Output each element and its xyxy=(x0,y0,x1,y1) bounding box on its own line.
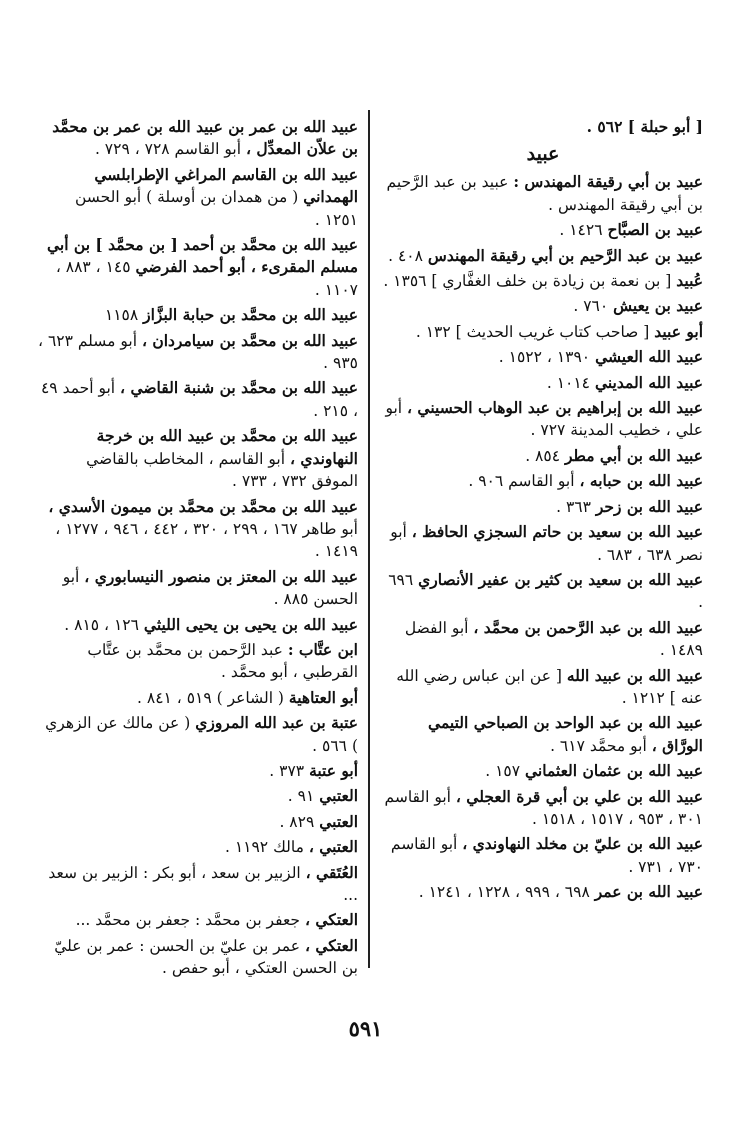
index-entry xyxy=(383,346,703,368)
index-entry xyxy=(383,760,703,782)
index-entry xyxy=(383,881,703,903)
entry-name: عبيد الله بن عليّ بن مخلد النهاوندي ، xyxy=(462,834,703,854)
entry-reference: عبد الرَّحمن بن محمَّد بن عتَّاب القرطبي ، أبو محمَّد . xyxy=(87,640,358,682)
entry-name: عبيد الله بن عبد الرَّحمن بن محمَّد ، xyxy=(473,617,703,637)
index-entry xyxy=(383,786,703,831)
index-entry xyxy=(38,304,358,326)
index-entry xyxy=(38,687,358,709)
entry-name: عبيد الله بن عبيد الله xyxy=(566,665,703,685)
entry-name: عبيد الله بن حبابه ، xyxy=(579,471,703,491)
entry-name: العُتَقي ، xyxy=(305,862,358,882)
index-entry xyxy=(38,496,358,563)
entry-reference: أبو القاسم ٩٠٦ . xyxy=(468,472,580,491)
entry-reference: عبيد بن عبد الرَّحيم بن أبي رقيقة المهندس . xyxy=(386,173,703,214)
entry-reference: عمر بن عليّ بن الحسن : عمر بن عليّ بن الحسن العتكي ، أبو حفص . xyxy=(54,936,358,978)
entry-reference: ١١٥٨ xyxy=(104,306,144,325)
index-entry xyxy=(383,445,703,467)
entry-name: أبو عبيد xyxy=(654,321,703,341)
entry-name: عبيد الله بن المعتز بن منصور النيسابوري ، xyxy=(84,566,358,586)
entry-name: عتبة بن عبد الله المروزي xyxy=(195,713,358,733)
entry-name: أبو عتبة xyxy=(309,760,358,780)
entry-name: العتبي xyxy=(319,786,358,806)
index-entry xyxy=(383,245,703,267)
index-entry xyxy=(383,617,703,662)
entry-name: عبيد الله بن محمَّد بن عبيد الله بن خرجة النهاوندي ، xyxy=(96,426,358,468)
entry-reference: ٦٩٨ ، ٩٩٩ ، ١٢٢٨ ، ١٢٤١ . xyxy=(418,883,595,902)
entry-reference: أبو علي ، خطيب المدينة ٧٢٧ . xyxy=(385,399,703,440)
page-number: ٥٩١ xyxy=(348,1016,383,1041)
entry-name: عبيد بن أبي رقيقة المهندس : xyxy=(513,172,703,192)
entry-name: عبيد الله بن زحر xyxy=(595,496,703,516)
index-entry xyxy=(38,425,358,492)
entry-reference: ( الشاعر ) ٥١٩ ، ٨٤١ . xyxy=(137,688,289,707)
entry-name: عبيد الله بن عثمان العثماني xyxy=(524,761,703,781)
entry-reference: ٩١ . xyxy=(287,787,320,806)
index-entry xyxy=(38,234,358,301)
entry-name: عبيد الله بن أبي مطر xyxy=(564,445,703,465)
entry-list-left xyxy=(38,116,358,980)
entry-name: عبيد الله بن عمر xyxy=(594,882,703,902)
index-entry xyxy=(38,760,358,782)
index-entry xyxy=(38,330,358,375)
entry-name: عبيد الله بن محمَّد بن سيامردان ، xyxy=(141,330,358,350)
entry-reference: ٤٠٨ . xyxy=(388,246,428,265)
entry-name: العتبي ، xyxy=(308,837,358,857)
entry-list-right xyxy=(383,171,703,903)
entry-name: عبيد الله بن عمر بن عبيد الله بن عمر بن محمَّد بن علاّن المعدِّل ، xyxy=(52,117,358,159)
index-entry xyxy=(38,785,358,807)
entry-reference: ٨٥٤ . xyxy=(525,446,565,465)
index-entry xyxy=(38,935,358,980)
entry-name: ابن عتَّاب : xyxy=(287,639,358,659)
entry-name: عبيد الله بن محمَّد بن محمَّد بن ميمون الأسدي ، xyxy=(48,496,358,516)
entry-reference: الزبير بن سعد ، أبو بكر : الزبير بن سعد ... xyxy=(48,863,358,904)
index-entry xyxy=(383,295,703,317)
entry-name: عبيد الله بن إبراهيم بن عبد الوهاب الحسيني ، xyxy=(407,398,703,418)
index-entry xyxy=(383,521,703,566)
entry-name: أبو العتاهية xyxy=(288,687,358,707)
index-entry xyxy=(38,862,358,907)
index-entry xyxy=(38,712,358,757)
column-divider xyxy=(368,110,370,968)
entry-reference: ٨٢٩ . xyxy=(279,812,320,831)
entry-reference: أبو طاهر ١٦٧ ، ٢٩٩ ، ٣٢٠ ، ٤٤٢ ، ٩٤٦ ، ١٢٧٧ ، ١٤١٩ . xyxy=(55,519,358,561)
entry-reference: ٦٩٦ . xyxy=(388,570,703,612)
index-entry xyxy=(38,909,358,931)
index-entry xyxy=(383,397,703,442)
entry-reference: أبو أحمد ٤٩ ، ٢١٥ . xyxy=(40,379,358,420)
entry-reference: أبو القاسم ٧٢٨ ، ٧٢٩ . xyxy=(94,140,246,159)
entry-reference: ( من همدان بن أوسلة ) أبو الحسن ١٢٥١ . xyxy=(74,188,358,229)
index-entry xyxy=(383,569,703,614)
entry-name: عبيد الله بن سعيد بن حاتم السجزي الحافظ ، xyxy=(411,522,703,542)
entry-reference: ١٤٥ ، ٨٨٣ ، ١١٠٧ . xyxy=(55,258,358,299)
entry-reference: [ صاحب كتاب غريب الحديث ] ١٣٢ . xyxy=(415,322,655,341)
entry-name: عُبيد xyxy=(676,271,703,291)
entry-reference: أبو القاسم ، المخاطب بالقاضي الموفق ٧٣٢ ، ٧٣٣ . xyxy=(86,449,358,491)
entry-reference: ١٣٩٠ ، ١٥٢٢ . xyxy=(498,348,596,367)
entry-name: عبيد بن عبد الرَّحيم بن أبي رقيقة المهندس xyxy=(427,245,703,265)
entry-reference: ١٢٦ ، ٨١٥ . xyxy=(64,615,144,634)
entry-reference: [ بن نعمة بن زيادة بن خلف الغفَّاري ] ١٣٥٦ . xyxy=(383,272,677,291)
entry-name: عبيد الله بن محمَّد بن حبابة البزَّاز xyxy=(143,305,358,325)
entry-reference: [ عن ابن عباس رضي الله عنه ] ١٢١٢ . xyxy=(396,666,703,707)
index-entry xyxy=(38,566,358,611)
index-entry xyxy=(38,164,358,231)
index-entry xyxy=(383,833,703,878)
index-entry xyxy=(383,712,703,757)
index-entry xyxy=(383,665,703,710)
index-entry xyxy=(383,321,703,343)
entry-reference: ١٥٧ . xyxy=(485,762,525,781)
index-entry xyxy=(38,811,358,833)
entry-reference: أبو القاسم ٣٠١ ، ٩٥٣ ، ١٥١٧ ، ١٥١٨ . xyxy=(384,787,703,828)
entry-reference: أبو القاسم ٧٣٠ ، ٧٣١ . xyxy=(390,835,703,876)
entry-name: عبيد الله المديني xyxy=(594,372,703,392)
index-entry xyxy=(38,639,358,684)
index-column-left xyxy=(38,116,358,983)
entry-name: عبيد الله بن سعيد بن كثير بن عفير الأنصاري xyxy=(418,569,703,589)
entry-name: عبيد الله بن عبد الواحد بن الصباحي التيمي الورَّاق ، xyxy=(428,713,703,755)
entry-reference: جعفر بن محمَّد : جعفر بن محمَّد ... xyxy=(75,911,305,930)
entry-reference: أبو الحسن ٨٨٥ . xyxy=(62,567,358,609)
entry-reference: ( عن مالك عن الزهري ) ٥٦٦ . xyxy=(45,714,358,755)
entry-name: عبيد الله بن يحيى بن يحيى الليثي xyxy=(143,614,358,634)
index-entry xyxy=(38,377,358,422)
entry-reference: أبو نصر ٦٣٨ ، ٦٨٣ . xyxy=(390,523,703,564)
entry-reference: ٣٦٣ . xyxy=(556,497,596,516)
index-entry xyxy=(383,372,703,394)
section-heading: عبيد xyxy=(526,143,560,166)
entry-name: عبيد بن الصبَّاح xyxy=(607,220,703,240)
entry-reference: مالك ١١٩٢ . xyxy=(224,838,309,857)
entry-name: عبيد الله العيشي xyxy=(595,347,703,367)
entry-reference: أبو محمَّد ٦١٧ . xyxy=(550,736,652,755)
index-entry xyxy=(383,219,703,241)
entry-reference: ١٠١٤ . xyxy=(546,373,595,392)
index-entry xyxy=(38,116,358,161)
entry-name: العتكي ، xyxy=(304,935,358,955)
index-column-right xyxy=(383,116,703,907)
index-entry-top: [ أبو حبلة ] ٥٦٢ . xyxy=(586,117,703,136)
entry-reference: ١٤٢٦ . xyxy=(559,221,608,240)
entry-name: عبيد الله بن القاسم المراغي الإطرابلسي الهمداني xyxy=(94,164,358,207)
index-entry xyxy=(38,614,358,636)
entry-reference: أبو مسلم ٦٢٣ ، ٩٣٥ . xyxy=(38,331,358,373)
entry-name: عبيد الله بن محمَّد بن أحمد [ بن محمَّد ] بن أبي مسلم المقرىء ، أبو أحمد الفرضي xyxy=(46,235,358,277)
entry-name: العتكي ، xyxy=(304,910,358,930)
index-entry xyxy=(383,270,703,292)
index-entry xyxy=(38,836,358,858)
entry-reference: ٣٧٣ . xyxy=(269,761,310,780)
entry-name: عبيد الله بن علي بن أبي قرة العجلي ، xyxy=(455,786,703,806)
entry-name: عبيد الله بن محمَّد بن شنبة القاضي ، xyxy=(120,378,358,398)
entry-name: عبيد بن يعيش xyxy=(613,296,703,316)
index-entry xyxy=(383,171,703,216)
index-entry xyxy=(383,470,703,492)
index-entry xyxy=(383,496,703,518)
entry-reference: ٧٦٠ . xyxy=(573,297,614,316)
entry-name: العتبي xyxy=(319,811,358,831)
entry-reference: أبو الفضل ١٤٨٩ . xyxy=(404,618,703,660)
